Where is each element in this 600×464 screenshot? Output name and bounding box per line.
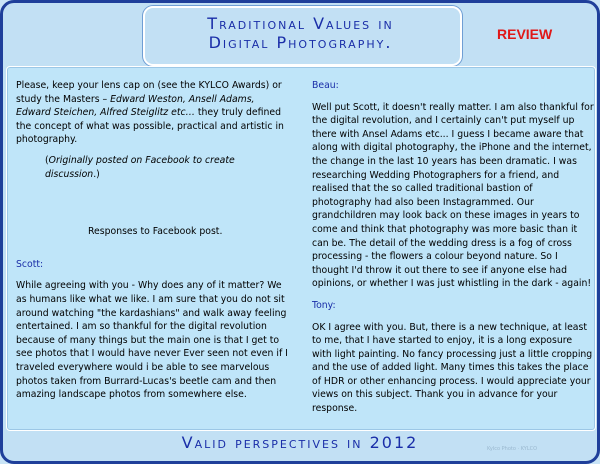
masters-list: Edward Weston, Ansell Adams, Edward Steichen, Alfred Steiglitz etc… [16,93,255,119]
speaker-beau: Beau: [312,80,339,91]
intro-paragraph [16,79,288,147]
posted-note-italic: Originally posted on Facebook to create discussion [45,154,235,180]
footer-title: Valid perspectives in 2012 [181,433,419,452]
page-title [143,14,458,52]
speaker-scott: Scott: [16,258,44,270]
left-column [16,79,288,402]
right-column [312,79,594,416]
posted-note: (Originally posted on Facebook to create discussion.) [45,154,235,180]
title-line-1: Traditional Values in [207,14,394,33]
intro-text-part2: they truly defined the concept of what was possible, practical and artistic in photography. [16,107,284,146]
intro-text-part1: Please, keep your lens cap on (see the KYLCO Awards) or study the Masters – [16,80,282,105]
speaker-tony: Tony: [312,299,336,311]
beau-comment: Well put Scott, it doesn't really matter. I am also thankful for the digital revolution, and I certainly can't put myself up there with Ansel Adams etc... I guess I became aware that along with digital photography, the iPhone and the internet, the change in the last 10 years has been dramatic. I was researching Wedding Photographers for a friend, and realised that the so called traditional bastion of photography had also been Instagrammed. Our grandchildren may look back on these images in years to come and think that photography was more basic than it can be. The detail of the wedding dress is a fog of cross processing - the flowers a colour beyond nature. So I thought I'd throw it out there to see if anyone else had opinions, or whether I was just whistling in the dark - again! [312,101,594,290]
scott-comment: While agreeing with you - Why does any of it matter? We as humans like what we like. I am sure that you do not sit around watching "the kardashians" and walk away feeling entertained. I am so thankful for the digital revolution because of many things but the main one is that I get to see photos that I would have never Ever seen not even if I traveled everywhere would i be able to see marvelous photos taken from Burrard-Lucas's beetle cam and then amazing landscape photos from somewhere else. [16,280,288,401]
tony-comment: OK I agree with you. But, there is a new technique, at least to me, that I have started to enjoy, it is a long exposure with light painting. No fancy processing just a little cropping and the use of added light. Many times this takes the place of HDR or other enhancing process. I would appreciate your views on this subject. Thank you in advance for your response. [312,321,593,415]
footer-watermark: Kylco Photo · KYLCO [487,446,538,452]
title-line-2: Digital Photography. [208,33,393,52]
review-label: REVIEW [497,26,553,42]
responses-heading: Responses to Facebook post. [88,226,223,238]
